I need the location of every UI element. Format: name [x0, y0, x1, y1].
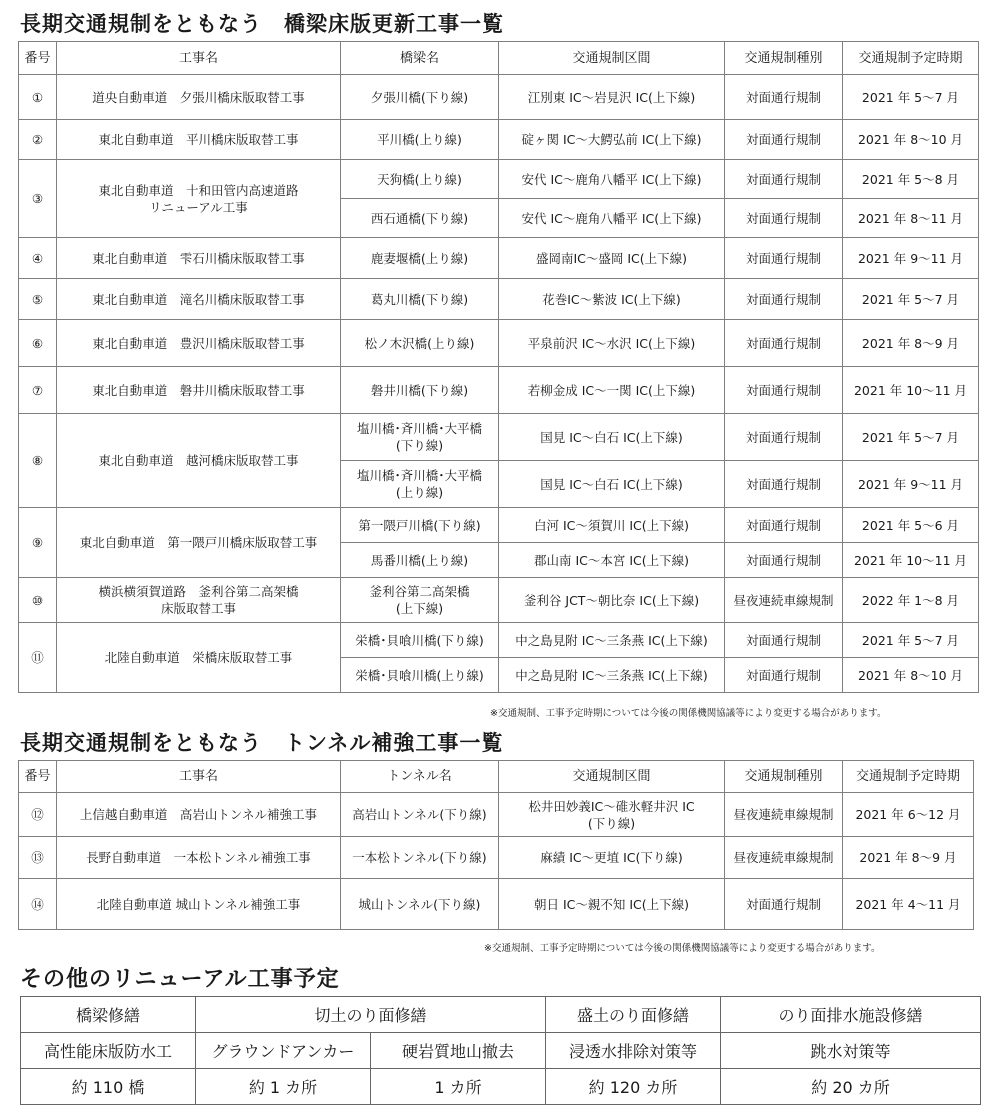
- project-number: ⑬: [19, 837, 57, 879]
- regulation-period: 2021 年 5～7 月: [843, 75, 979, 120]
- bridge-name: 栄橋･貝喰川橋(上り線): [341, 658, 499, 693]
- renewal-count-row: [21, 1069, 981, 1105]
- category-cut-slope-repair: 切土のり面修繕: [196, 997, 546, 1033]
- bridge-name: 松ノ木沢橋(上り線): [341, 320, 499, 367]
- regulation-period: 2021 年 5～7 月: [843, 279, 979, 320]
- bridge-name-line: 塩川橋･斉川橋･大平橋: [356, 468, 482, 483]
- regulation-type: 対面通行規制: [725, 367, 843, 414]
- col-header-project: 工事名: [57, 42, 341, 75]
- regulation-section: 若柳金成 IC～一関 IC(上下線): [499, 367, 725, 414]
- project-number: ⑩: [19, 578, 57, 623]
- regulation-section: 中之島見附 IC～三条燕 IC(上下線): [499, 658, 725, 693]
- project-number: ④: [19, 238, 57, 279]
- bridge-name: 葛丸川橋(下り線): [341, 279, 499, 320]
- project-name-line: 横浜横須賀道路 釜利谷第二高架橋: [98, 584, 299, 599]
- regulation-section: 中之島見附 IC～三条燕 IC(上下線): [499, 623, 725, 658]
- regulation-period: 2021 年 5～6 月: [843, 508, 979, 543]
- regulation-type: 対面通行規制: [725, 120, 843, 160]
- regulation-type: 対面通行規制: [725, 543, 843, 578]
- project-name: 東北自動車道 平川橋床版取替工事: [57, 120, 341, 160]
- bridge-name: 西石通橋(下り線): [341, 199, 499, 238]
- regulation-section-line: (下り線): [587, 815, 636, 831]
- project-name: 上信越自動車道 高岩山トンネル補強工事: [57, 793, 341, 837]
- regulation-section: 国見 IC～白石 IC(上下線): [499, 414, 725, 461]
- regulation-period: 2021 年 9～11 月: [843, 238, 979, 279]
- bridge-name: [341, 461, 499, 508]
- project-name-line: リニューアル工事: [149, 199, 248, 215]
- regulation-section: 釜利谷 JCT～朝比奈 IC(上下線): [499, 578, 725, 623]
- bridge-name-line: (下り線): [395, 438, 444, 453]
- regulation-section: 安代 IC～鹿角八幡平 IC(上下線): [499, 160, 725, 199]
- project-name: 長野自動車道 一本松トンネル補強工事: [57, 837, 341, 879]
- regulation-type: 対面通行規制: [725, 658, 843, 693]
- bridge-name-line: (上り線): [395, 485, 444, 500]
- project-number: ⑪: [19, 623, 57, 693]
- regulation-type: 対面通行規制: [725, 199, 843, 238]
- bridge-footnote: ※交通規制、工事予定時期については今後の関係機関協議等により変更する場合があります。: [490, 708, 887, 719]
- tunnel-name: 城山トンネル(下り線): [341, 879, 499, 930]
- project-number: ⑭: [19, 879, 57, 930]
- category-slope-drainage-repair: のり面排水施設修繕: [721, 997, 981, 1033]
- work-count: 約 20 カ所: [721, 1069, 981, 1105]
- regulation-period: 2022 年 1～8 月: [843, 578, 979, 623]
- tunnel-footnote: ※交通規制、工事予定時期については今後の関係機関協議等により変更する場合があります。: [484, 943, 881, 954]
- project-name: 東北自動車道 雫石川橋床版取替工事: [57, 238, 341, 279]
- regulation-type: 対面通行規制: [725, 320, 843, 367]
- regulation-period: 2021 年 10～11 月: [843, 543, 979, 578]
- project-name: 道央自動車道 夕張川橋床版取替工事: [57, 75, 341, 120]
- col-header-number: 番号: [19, 761, 57, 793]
- regulation-type: 対面通行規制: [725, 461, 843, 508]
- tunnel-section-title: 長期交通規制をともなう トンネル補強工事一覧: [20, 731, 504, 755]
- table-row: [19, 320, 979, 367]
- renewal-category-row: [21, 997, 981, 1033]
- work-count: 約 110 橋: [21, 1069, 196, 1105]
- regulation-type: 昼夜連続車線規制: [725, 837, 843, 879]
- col-header-period: 交通規制予定時期: [843, 761, 974, 793]
- regulation-section: 国見 IC～白石 IC(上下線): [499, 461, 725, 508]
- table-row: [19, 414, 979, 461]
- regulation-section: 白河 IC～須賀川 IC(上下線): [499, 508, 725, 543]
- col-header-tunnel: トンネル名: [341, 761, 499, 793]
- work-item: 跳水対策等: [721, 1033, 981, 1069]
- project-name: [57, 160, 341, 238]
- col-header-number: 番号: [19, 42, 57, 75]
- regulation-type: 対面通行規制: [725, 508, 843, 543]
- regulation-period: 2021 年 10～11 月: [843, 367, 979, 414]
- bridge-name-line: 釜利谷第二高架橋: [369, 584, 470, 599]
- tunnel-table-header: [19, 761, 974, 793]
- regulation-section: 朝日 IC～親不知 IC(上下線): [499, 879, 725, 930]
- tunnel-name: 高岩山トンネル(下り線): [341, 793, 499, 837]
- col-header-bridge: 橋梁名: [341, 42, 499, 75]
- regulation-section: 郡山南 IC～本宮 IC(上下線): [499, 543, 725, 578]
- project-name: 東北自動車道 豊沢川橋床版取替工事: [57, 320, 341, 367]
- renewal-work-row: [21, 1033, 981, 1069]
- regulation-period: 2021 年 6～12 月: [843, 793, 974, 837]
- table-row: [19, 879, 974, 930]
- regulation-type: 対面通行規制: [725, 238, 843, 279]
- regulation-period: 2021 年 5～7 月: [843, 414, 979, 461]
- col-header-type: 交通規制種別: [725, 761, 843, 793]
- regulation-type: 昼夜連続車線規制: [725, 578, 843, 623]
- regulation-period: 2021 年 4～11 月: [843, 879, 974, 930]
- regulation-type: 対面通行規制: [725, 414, 843, 461]
- col-header-section: 交通規制区間: [499, 761, 725, 793]
- regulation-type: 対面通行規制: [725, 75, 843, 120]
- regulation-period: 2021 年 5～8 月: [843, 160, 979, 199]
- regulation-section: [499, 793, 725, 837]
- bridge-name: [341, 578, 499, 623]
- renewal-table: [20, 996, 981, 1105]
- project-number: ⑥: [19, 320, 57, 367]
- project-number: ②: [19, 120, 57, 160]
- bridge-name: 磐井川橋(下り線): [341, 367, 499, 414]
- project-number: ⑨: [19, 508, 57, 578]
- regulation-section: 安代 IC～鹿角八幡平 IC(上下線): [499, 199, 725, 238]
- project-number: ⑫: [19, 793, 57, 837]
- bridge-table: [18, 41, 979, 693]
- regulation-period: 2021 年 5～7 月: [843, 623, 979, 658]
- bridge-name-line: (上下線): [395, 601, 444, 616]
- category-bridge-repair: 橋梁修繕: [21, 997, 196, 1033]
- work-item: 硬岩質地山撤去: [371, 1033, 546, 1069]
- regulation-type: 対面通行規制: [725, 160, 843, 199]
- regulation-type: 対面通行規制: [725, 879, 843, 930]
- regulation-period: 2021 年 8～9 月: [843, 837, 974, 879]
- table-row: [19, 367, 979, 414]
- category-fill-slope-repair: 盛土のり面修繕: [546, 997, 721, 1033]
- regulation-section: 江別東 IC～岩見沢 IC(上下線): [499, 75, 725, 120]
- bridge-name: 天狗橋(上り線): [341, 160, 499, 199]
- work-count: 約 120 カ所: [546, 1069, 721, 1105]
- project-name-line: 東北自動車道 十和田管内高速道路: [98, 182, 299, 198]
- renewal-section-title: その他のリニューアル工事予定: [20, 967, 340, 992]
- bridge-name: 平川橋(上り線): [341, 120, 499, 160]
- table-row: [19, 279, 979, 320]
- regulation-type: 対面通行規制: [725, 279, 843, 320]
- project-number: ⑤: [19, 279, 57, 320]
- bridge-name: 馬番川橋(上り線): [341, 543, 499, 578]
- table-row: [19, 120, 979, 160]
- regulation-period: 2021 年 9～11 月: [843, 461, 979, 508]
- bridge-name: 鹿妻堰橋(上り線): [341, 238, 499, 279]
- project-name: 東北自動車道 越河橋床版取替工事: [57, 414, 341, 508]
- col-header-type: 交通規制種別: [725, 42, 843, 75]
- col-header-section: 交通規制区間: [499, 42, 725, 75]
- regulation-type: 昼夜連続車線規制: [725, 793, 843, 837]
- work-item: 高性能床版防水工: [21, 1033, 196, 1069]
- bridge-name: 夕張川橋(下り線): [341, 75, 499, 120]
- table-row: [19, 160, 979, 199]
- regulation-section: 麻績 IC～更埴 IC(下り線): [499, 837, 725, 879]
- regulation-section: 盛岡南IC～盛岡 IC(上下線): [499, 238, 725, 279]
- project-name: 東北自動車道 第一隈戸川橋床版取替工事: [57, 508, 341, 578]
- regulation-type: 対面通行規制: [725, 623, 843, 658]
- col-header-period: 交通規制予定時期: [843, 42, 979, 75]
- bridge-name: [341, 414, 499, 461]
- table-row: [19, 238, 979, 279]
- project-name: [57, 578, 341, 623]
- work-item: グラウンドアンカー: [196, 1033, 371, 1069]
- regulation-period: 2021 年 8～11 月: [843, 199, 979, 238]
- bridge-name-line: 塩川橋･斉川橋･大平橋: [356, 421, 482, 436]
- project-number: ③: [19, 160, 57, 238]
- table-row: [19, 75, 979, 120]
- tunnel-name: 一本松トンネル(下り線): [341, 837, 499, 879]
- regulation-period: 2021 年 8～9 月: [843, 320, 979, 367]
- regulation-section: 碇ヶ関 IC～大鰐弘前 IC(上下線): [499, 120, 725, 160]
- tunnel-table: [18, 760, 974, 930]
- project-name: 北陸自動車道 栄橋床版取替工事: [57, 623, 341, 693]
- bridge-section-title: 長期交通規制をともなう 橋梁床版更新工事一覧: [20, 12, 504, 36]
- table-row: [19, 508, 979, 543]
- work-item: 浸透水排除対策等: [546, 1033, 721, 1069]
- bridge-name: 栄橋･貝喰川橋(下り線): [341, 623, 499, 658]
- table-row: [19, 578, 979, 623]
- regulation-section: 平泉前沢 IC～水沢 IC(上下線): [499, 320, 725, 367]
- regulation-period: 2021 年 8～10 月: [843, 120, 979, 160]
- table-row: [19, 837, 974, 879]
- col-header-project: 工事名: [57, 761, 341, 793]
- table-row: [19, 623, 979, 658]
- project-number: ①: [19, 75, 57, 120]
- project-name: 東北自動車道 磐井川橋床版取替工事: [57, 367, 341, 414]
- work-count: 1 カ所: [371, 1069, 546, 1105]
- regulation-period: 2021 年 8～10 月: [843, 658, 979, 693]
- regulation-section: 花巻IC～紫波 IC(上下線): [499, 279, 725, 320]
- bridge-table-header: [19, 42, 979, 75]
- project-name: 東北自動車道 滝名川橋床版取替工事: [57, 279, 341, 320]
- table-row: [19, 793, 974, 837]
- project-name-line: 床版取替工事: [160, 601, 236, 616]
- project-number: ⑧: [19, 414, 57, 508]
- project-number: ⑦: [19, 367, 57, 414]
- project-name: 北陸自動車道 城山トンネル補強工事: [57, 879, 341, 930]
- bridge-name: 第一隈戸川橋(下り線): [341, 508, 499, 543]
- work-count: 約 1 カ所: [196, 1069, 371, 1105]
- regulation-section-line: 松井田妙義IC～碓氷軽井沢 IC: [528, 798, 695, 814]
